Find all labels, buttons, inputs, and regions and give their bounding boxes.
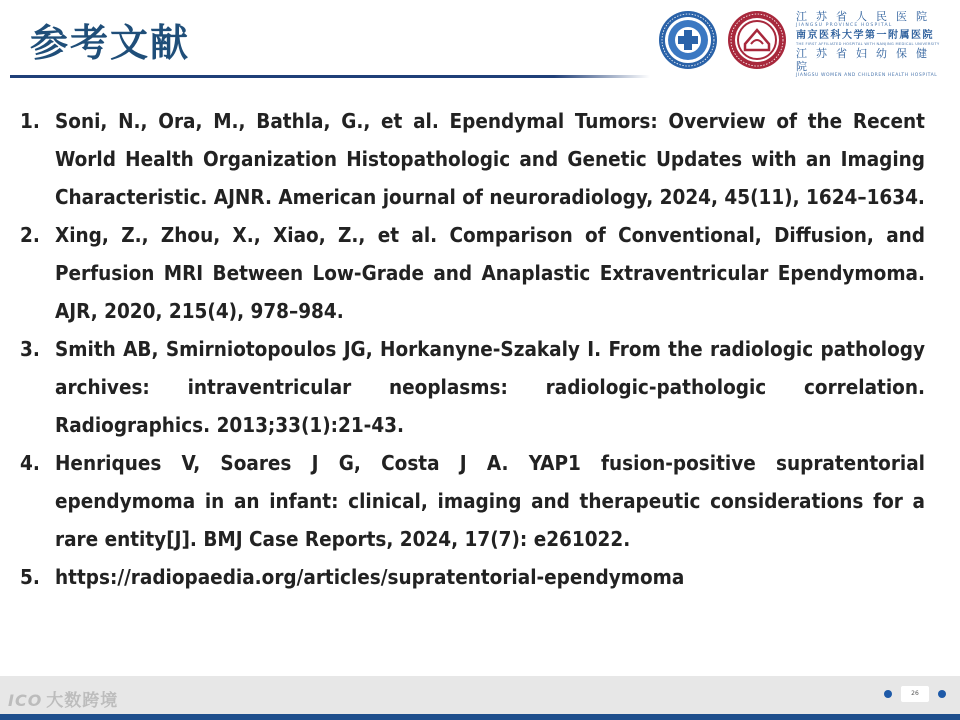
reference-text: Soni, N., Ora, M., Bathla, G., et al. Ependymal Tumors: Overview of the Recent World Health Organization Histopathologic and Genetic Updates with an Imaging Characteristic. AJNR. American journal of neuroradiology, 2024, 45(11), 1624–1634. bbox=[55, 109, 925, 209]
slide-footer bbox=[0, 676, 960, 720]
hospital-name-cn: 江苏省人民医院 bbox=[796, 10, 936, 23]
slide-title: 参考文献 bbox=[30, 21, 191, 65]
hospital-name-en: JIANGSU PROVINCE HOSPITAL bbox=[796, 23, 893, 28]
footer-dot-icon bbox=[884, 690, 892, 698]
slide-header bbox=[0, 0, 960, 82]
reference-list bbox=[20, 102, 925, 596]
reference-number: 5. bbox=[20, 565, 40, 589]
reference-text: Henriques V, Soares J G, Costa J A. YAP1 fusion-positive supratentorial ependymoma in an infant: clinical, imaging and therapeutic considerations for a rare entity[J]. BMJ Case Reports, 2024, 17(7): e261022. bbox=[55, 451, 925, 551]
reference-number: 4. bbox=[20, 451, 40, 475]
hospital-name-block bbox=[796, 10, 946, 78]
page-number: 26 bbox=[901, 686, 929, 702]
reference-item bbox=[20, 444, 925, 558]
maternal-hospital-cn: 江苏省妇幼保健院 bbox=[796, 47, 936, 73]
footer-band bbox=[0, 676, 960, 714]
footer-dot-icon bbox=[938, 690, 946, 698]
reference-text: Smith AB, Smirniotopoulos JG, Horkanyne-Szakaly I. From the radiologic pathology archives: intraventricular neoplasms: radiologic-pathologic correlation. Radiographics. 2013;33(1):21-43. bbox=[55, 337, 925, 437]
reference-number: 3. bbox=[20, 337, 40, 361]
reference-link[interactable]: https://radiopaedia.org/articles/supratentorial-ependymoma bbox=[55, 565, 685, 589]
footer-accent-bar bbox=[0, 714, 960, 720]
reference-item bbox=[20, 330, 925, 444]
maternal-hospital-seal-icon bbox=[727, 10, 787, 70]
watermark-logo-icon: ICO bbox=[8, 691, 43, 710]
reference-item bbox=[20, 216, 925, 330]
reference-number: 2. bbox=[20, 223, 40, 247]
reference-item bbox=[20, 102, 925, 216]
hospital-sub-cn: 南京医科大学第一附属医院 bbox=[796, 30, 934, 41]
title-underline bbox=[10, 75, 650, 78]
hospital-sub-en: THE FIRST AFFILIATED HOSPITAL WITH NANJING MEDICAL UNIVERSITY bbox=[796, 42, 940, 46]
reference-text: Xing, Z., Zhou, X., Xiao, Z., et al. Comparison of Conventional, Diffusion, and Perfusion MRI Between Low-Grade and Anaplastic Extraventricular Ependymoma. AJR, 2020, 215(4), 978–984. bbox=[55, 223, 925, 323]
watermark-text: 大数跨境 bbox=[46, 691, 119, 711]
reference-item bbox=[20, 558, 925, 596]
hospital-seal-icon bbox=[658, 10, 718, 70]
reference-number: 1. bbox=[20, 109, 40, 133]
maternal-hospital-en: JIANGSU WOMEN AND CHILDREN HEALTH HOSPITAL bbox=[796, 73, 938, 78]
watermark bbox=[8, 686, 118, 711]
